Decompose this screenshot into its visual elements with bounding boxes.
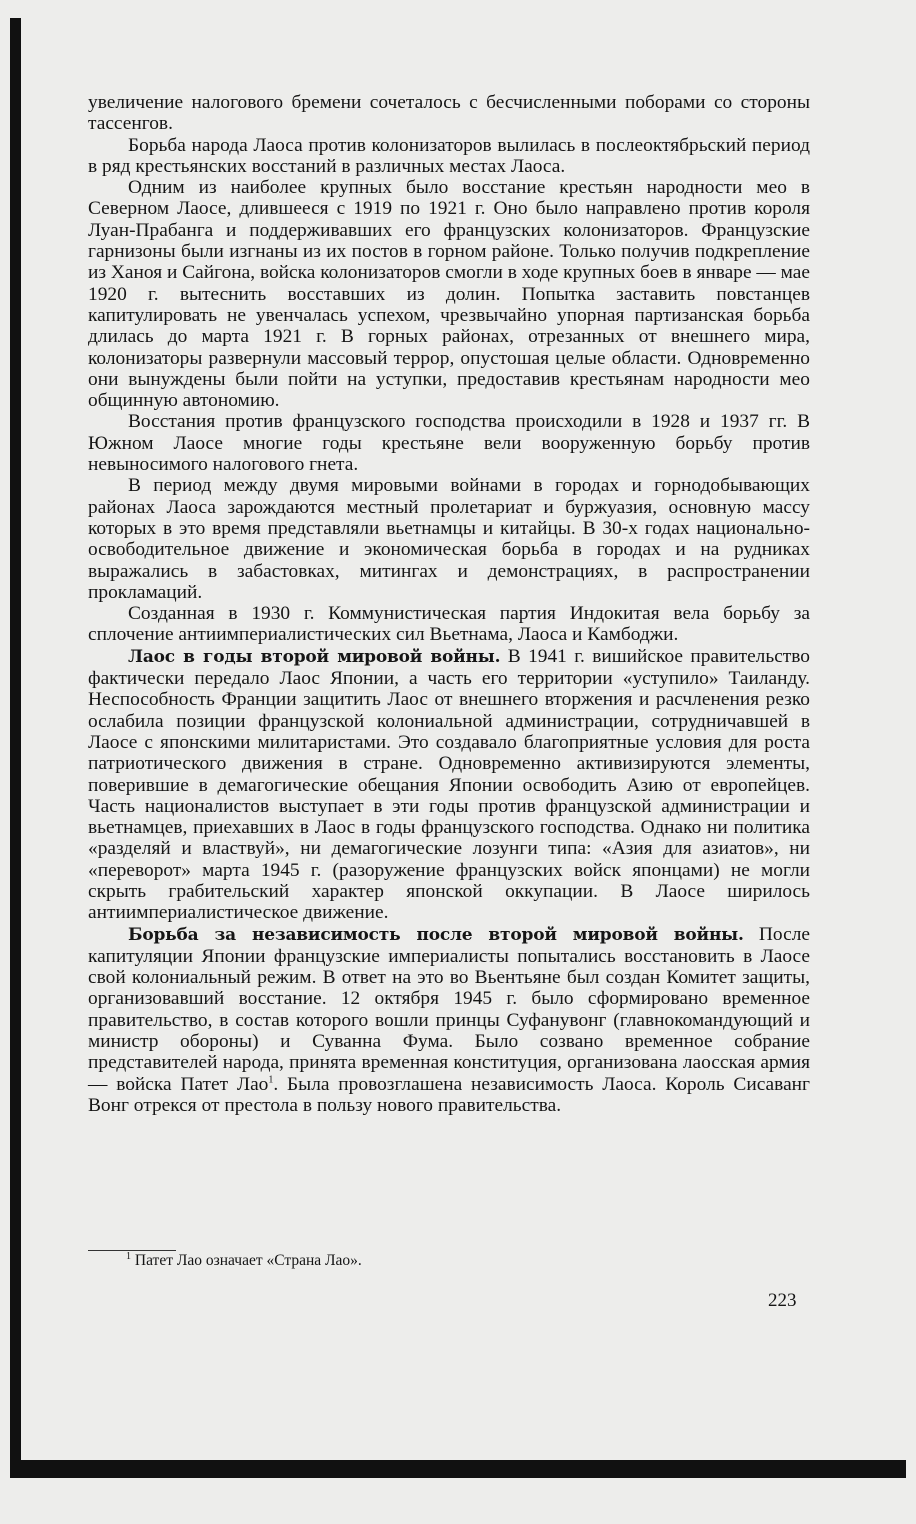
footnote-reference: 1 <box>268 1074 274 1086</box>
footnote <box>126 1252 362 1270</box>
paragraph-5: В период между двумя мировыми войнами в городах и горнодобывающих районах Лаоса зарождаются местный пролетариат и буржуазия, основную массу которых в это время представляли вьетнамцы и китайцы. В 30-х годах национально-освободительное движение и экономическая борьба в городах и на рудниках выражались в забастовках, митингах и демонстрациях, в распространении прокламаций. <box>88 475 810 603</box>
section-ww2-heading: Лаос в годы второй мировой войны. <box>128 646 501 667</box>
scan-left-edge <box>10 18 21 1478</box>
paragraph-1: увеличение налогового бремени сочеталось с бесчисленными поборами со стороны тассенгов. <box>88 92 810 135</box>
paragraph-3: Одним из наиболее крупных было восстание крестьян народности мео в Северном Лаосе, длившееся с 1919 по 1921 г. Оно было направлено против короля Луан-Прабанга и поддерживавших его французских колонизаторов. Французские гарнизоны были изгнаны из их постов в горном районе. Только получив подкрепление из Ханоя и Сайгона, войска колонизаторов смогли в ходе крупных боев в январе — мае 1920 г. вытеснить восставших из долин. Попытка заставить повстанцев капитулировать не увенчалась успехом, чрезвычайно упорная партизанская борьба длилась до марта 1921 г. В горных районах, отрезанных от внешнего мира, колонизаторы развернули массовый террор, опустошая целые области. Одновременно они вынуждены были пойти на уступки, предоставив крестьянам народности мео общинную автономию. <box>88 177 810 412</box>
paragraph-2: Борьба народа Лаоса против колонизаторов вылилась в послеоктябрьский период в ряд крестьянских восстаний в различных местах Лаоса. <box>88 134 810 177</box>
page-number: 223 <box>768 1290 797 1311</box>
paragraph-6: Созданная в 1930 г. Коммунистическая партия Индокитая вела борьбу за сплочение антиимпериалистических сил Вьетнама, Лаоса и Камбоджи. <box>88 603 810 646</box>
section-ww2-text: В 1941 г. вишийское правительство фактически передало Лаос Японии, а часть его территории «уступило» Таиланду. Неспособность Франции защитить Лаос от внешнего вторжения и расчленения резко ослабила позиции французской колониальной администрации, сотрудничавшей в Лаосе с японскими милитаристами. Это создавало благоприятные условия для роста патриотического движения в стране. Одновременно активизируются элементы, поверившие в демагогические обещания Японии освободить Азию от европейцев. Часть националистов выступает в эти годы против французской администрации и вьетнамцев, приехавших в Лаос в годы французского господства. Однако ни политика «разделяй и властвуй», ни демагогические лозунги типа: «Азия для азиатов», ни «переворот» марта 1945 г. (разоружение французских войск японцами) не могли скрыть грабительский характер японской оккупации. В Лаосе ширилось антиимпериалистическое движение. <box>88 645 810 924</box>
body-text <box>88 92 810 1116</box>
section-independence-text: После капитуляции Японии французские империалисты попытались восстановить в Лаосе свой колониальный режим. В ответ на это во Вьентьяне был создан Комитет защиты, организовавший восстание. 12 октября 1945 г. было сформировано временное правительство, в состав которого вошли принцы Суфанувонг (главнокомандующий и министр обороны) и Суванна Фума. Было созвано временное собрание представителей народа, принята временная конституция, организована лаосская армия — войска Патет Лао <box>88 923 810 1095</box>
paragraph-4: Восстания против французского господства происходили в 1928 и 1937 гг. В Южном Лаосе многие годы крестьяне вели вооруженную борьбу против невыносимого налогового гнета. <box>88 411 810 476</box>
section-independence <box>88 924 810 1117</box>
section-independence-text-end: . Была провозглашена независимость Лаоса. Король Сисаванг Вонг отрекся от престола в пользу нового правительства. <box>88 1073 811 1116</box>
section-independence-heading: Борьба за независимость после второй мировой войны. <box>128 924 744 945</box>
footnote-mark: 1 <box>126 1250 131 1262</box>
scan-bottom-edge <box>20 1460 906 1478</box>
section-ww2 <box>88 646 810 924</box>
footnote-text: Патет Лао означает «Страна Лао». <box>131 1252 362 1269</box>
footnote-divider <box>88 1250 176 1251</box>
